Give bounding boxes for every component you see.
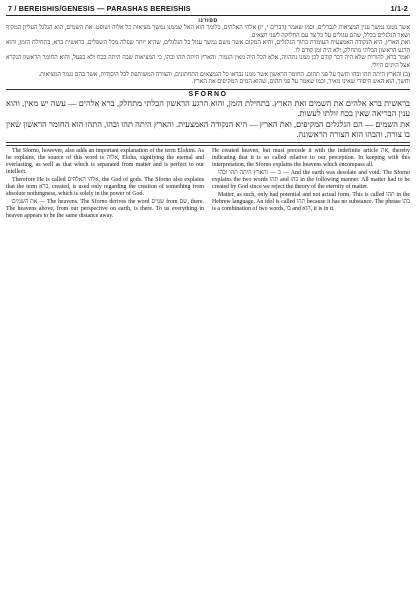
- sforno-heading: SFORNO: [188, 90, 228, 98]
- sforno-hebrew-block: [6, 99, 410, 140]
- translation-columns: [6, 148, 410, 222]
- commentary-top-paragraph: ואת הארץ, היא הנקודה האמצעית העומדת בתוך הגלגלים, והיא המקום אשר משם נמשך עגול כל הגלגלים, שהיא יותר שפלה מכל השפלים. בראשית ברא, בתחילת הזמן, והוא הרגע הראשון הבלתי מתחלק, ולא היה זמן קודם לו.: [6, 40, 410, 54]
- translation-paragraph: ב — והארץ היתה תהו ובהו — And the earth was desolate and void. The Sforno explains the two words תהו and בהו in the following manner. All matter had to be created by God since we reject the theory of the eternity of matter.: [212, 170, 411, 190]
- translation-paragraph: He created heaven, but must precede it with the indefinite article את, thereby indicating that it is so called relative to our perception. In keeping with this interpretation, the Sforno explains the heavens which encompass all.: [212, 147, 410, 168]
- translation-column-right: [212, 148, 410, 222]
- translation-paragraph: את השמים — The heavens. The Sforno derives the word שמים from שם, there. The heavens above, from our perspective on earth, is there. To us everything in heaven appears to be the same distance away.: [6, 199, 204, 220]
- translation-paragraph: The Sforno, however, also adds an important explanation of the term Elohim. As he explains, the source of this word is אלוה, Eloha, signifying the eternal and everlasting, as well as that which is separated from matter and is perfect to our intellect.: [6, 147, 204, 175]
- sforno-hebrew-paragraph: בראשית ברא אלהים את השמים ואת הארץ. בתחילת הזמן, והוא הרגע הראשון הבלתי מתחלק, ברא אלהים — עשה יש מאין, והוא ענין הבריאה שאין בכח זולתו לעשות.: [6, 98, 410, 118]
- double-rule: [6, 142, 410, 146]
- verse-commentary-text: והארץ היתה תהו ובהו וחשך על פני תהום. החומר הראשון אשר ממנו נבראו כל הנמצאים התחתונים, והצורה המשותפת לכל היסודות, אשר בהם נגמר המציאות.: [38, 71, 402, 78]
- verse-commentary-paragraph: וחשך, הוא האש היסודי שאינו מאיר, וכמו שאמר על פני תהום, שהוא המים המקיפים את הארץ.: [191, 79, 410, 86]
- verse-number: ב: [405, 71, 408, 78]
- translation-column-left: [6, 148, 204, 222]
- page: [6, 4, 410, 595]
- translation-paragraph: Matter, as such, only had potential and not actual form. This is called תהו in the Hebrew language. An idol is called תהו because it has no substance. The phrase בהו is a combination of two words, בו and הוא, it is in it.: [212, 192, 410, 213]
- running-header: [6, 4, 410, 16]
- commentary-top-block: [6, 25, 410, 71]
- sforno-hebrew-paragraph: את השמים — הם הגלגלים המקיפים, ואת הארץ — היא הנקודה האמצעית. והארץ היתה תהו ובהו, התהו הוא החומר הראשון שאין בו צורה, והבהו הוא הצורה הראשונה.: [6, 119, 410, 140]
- commentary-top-paragraph: אשר ממנו נמשך ענין המציאות לנבדלים, וכמו שאמר (דברים י, יז) אלהי האלהים, כלומר הוא האל שממנו נמשך מציאות כל אלוה ושופט. את השמים, הוא הגלגל העליון המקיף ושאר הגלגלים בכלל, שהם עגולים על כל צד עם החלוקה לשני חצאים.: [6, 25, 410, 39]
- verse-commentary-paragraph: (ב) והארץ היתה תהו ובהו וחשך על פני תהום. החומר הראשון אשר ממנו נבראו כל הנמצאים התחתונים, והצורה המשותפת לכל היסודות, אשר בהם נגמר המציאות.: [38, 71, 410, 78]
- commentary-label: ספורנו: [198, 18, 218, 24]
- chapter-verse-ref: 1/1-2: [390, 4, 408, 13]
- section-divider: [6, 89, 410, 90]
- verse-commentary-block: [6, 72, 410, 87]
- commentary-top-paragraph: ואמר ברא, להורות שלא היה דבר קודם לכן ממנו נתהווה, אלא הכל היה מאין הגמור. והארץ היתה תהו ובהו, כי המציאות שבה היתה בכח ולא בפעל, והוא החומר הראשון הנקרא אצל היונים היולי.: [6, 55, 410, 69]
- translation-paragraph: Therefore He is called אלהי האלהים, the God of gods. The Sforno also explains that the term ברא, created, is used only regarding the creation of something from absolute nothingness, which is solely in the power of God.: [6, 177, 205, 197]
- running-header-title: 7 / BEREISHIS/GENESIS — PARASHAS BEREISHIS: [8, 4, 191, 13]
